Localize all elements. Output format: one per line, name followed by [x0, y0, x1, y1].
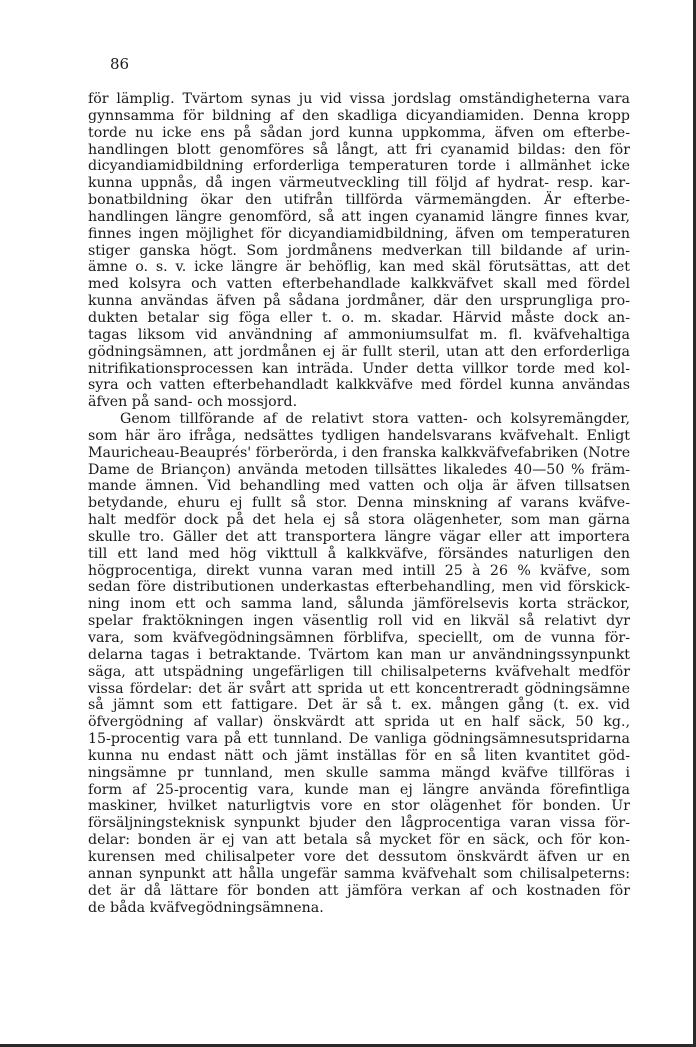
text-line: spelar fraktökningen ingen väsentlig roll vid en likväl så relativt dyr — [88, 613, 630, 630]
text-line: öfvergödning af vallar) önskvärdt att sprida ut en half säck, 50 kg., — [88, 714, 630, 731]
text-line: form af 25-procentig vara, kunde man ej längre använda förefintliga — [88, 781, 630, 798]
text-line: Mauricheau-Beauprés' förberörda, i den franska kalkkväfvefabriken (Notre — [88, 444, 631, 461]
text-line: betydande, ehuru ej fullt så stor. Denna minskning af varans kväfve- — [88, 495, 630, 512]
text-line: kurensen med chilisalpeter vore det dessutom önskvärdt äfven ur en — [88, 848, 630, 865]
text-line: delarna tagas i betraktande. Tvärtom kan man ur användningssynpunkt — [88, 646, 630, 663]
text-line: äfven på sand- och mossjord. — [88, 394, 298, 411]
body-text — [88, 91, 630, 916]
text-line: ning inom ett och samma land, sålunda jämförelsevis korta sträckor, — [88, 596, 630, 613]
text-line: 15-procentig vara på ett tunnland. De vanliga gödningsämnesutspridarna — [88, 731, 630, 748]
text-line: så jämnt som ett fattigare. Det är så t. ex. mången gång (t. ex. vid — [88, 697, 630, 714]
page-number: 86 — [110, 55, 130, 73]
text-line: till ett land med hög vikttull å kalkkväfve, försändes naturligen den — [88, 545, 630, 562]
text-line: Genom tillförande af de relativt stora vatten- och kolsyremängder, — [120, 411, 630, 428]
text-line: stiger ganska högt. Som jordmånens medverkan till bildande af urin- — [88, 242, 630, 259]
text-line: dicyandiamidbildning erforderliga temperaturen torde i allmänhet icke — [88, 158, 630, 175]
text-line: halt medför dock på det hela ej så stora olägenheter, som man gärna — [88, 512, 630, 529]
text-line: torde nu icke ens på sådan jord kunna uppkomma, äfven om efterbe- — [88, 124, 630, 141]
text-line: vara, som kväfvegödningsämnen förblifva, speciellt, om de vunna för- — [88, 630, 630, 646]
text-line: med kolsyra och vatten efterbehandlade kalkkväfvet skall med fördel — [88, 276, 630, 293]
text-line: finnes ingen möjlighet för dicyandiamidbildning, äfven om temperaturen — [88, 225, 630, 242]
text-line: syra och vatten efterbehandladt kalkkväfve med fördel kunna användas — [88, 377, 630, 394]
text-line: mande ämnen. Vid behandling med vatten och olja är äfven tillsatsen — [88, 478, 630, 495]
text-line: gynnsamma för bildning af den skadliga dicyandiamiden. Denna kropp — [88, 107, 630, 124]
text-line: skulle tro. Gäller det att transportera längre vägar eller att importera — [88, 528, 630, 545]
text-line: försäljningsteknisk synpunkt bjuder den lågprocentiga varan vissa för- — [88, 815, 630, 832]
text-line: gödningsämnen, att jordmånen ej är fullt steril, utan att den erforderliga — [88, 343, 630, 360]
text-line: maskiner, hvilket naturligtvis vore en stor olägenhet för bonden. Ur — [88, 798, 630, 815]
text-line: kunna nu endast nätt och jämt inställas för en så liten kvantitet göd- — [88, 747, 630, 764]
text-line: annan synpunkt att hålla ungefär samma kväfvehalt som chilisalpeterns: — [88, 865, 630, 882]
text-line: det är då lättare för bonden att jämföra verkan af och kostnaden för — [88, 882, 630, 899]
text-line: sedan före distributionen underkastas efterbehandling, men vid förskick- — [88, 579, 630, 596]
text-line: Dame de Briançon) använda metoden tillsättes likaledes 40—50 % främ- — [88, 461, 630, 478]
text-line: vissa fördelar: det är svårt att sprida ut ett koncentreradt gödningsämne — [88, 680, 630, 697]
text-line: ningsämne pr tunnland, men skulle samma mängd kväfve tillföras i — [88, 764, 630, 781]
text-line: handlingen blott genomföres så långt, att fri cyanamid bildas: den för — [88, 141, 630, 158]
text-line: bonatbildning ökar den utifrån tillförda värmemängden. Är efterbe- — [88, 192, 630, 209]
text-line: högprocentiga, direkt vunna varan med intill 25 à 26 % kväfve, som — [88, 562, 630, 579]
text-line: för lämplig. Tvärtom synas ju vid vissa jordslag omständigheterna vara — [88, 91, 630, 107]
text-line: säga, att utspädning ungefärligen till chilisalpeterns kväfvehalt medför — [88, 663, 630, 680]
text-line: nitrifikationsprocessen kan inträda. Under detta villkor torde med kol- — [88, 360, 630, 377]
text-line: kunna uppnås, då ingen värmeutveckling till följd af hydrat- resp. kar- — [88, 175, 630, 192]
text-line: tagas liksom vid användning af ammoniumsulfat m. fl. kväfvehaltiga — [88, 326, 630, 343]
text-line: som här äro ifråga, nedsättes tydligen handelsvarans kväfvehalt. Enligt — [88, 427, 630, 444]
text-line: kunna användas äfven på sådana jordmåner, där den ursprungliga pro- — [88, 293, 630, 310]
text-line: ämne o. s. v. icke längre är behöflig, kan med skäl förutsättas, att det — [88, 259, 630, 276]
text-line: de båda kväfvegödningsämnena. — [88, 899, 324, 916]
text-line: delar: bonden är ej van att betala så mycket för en säck, och för kon- — [88, 832, 630, 849]
text-line: dukten betalar sig föga eller t. o. m. skadar. Härvid måste dock an- — [88, 309, 630, 326]
text-line: handlingen längre genomförd, så att ingen cyanamid längre finnes kvar, — [88, 208, 630, 225]
